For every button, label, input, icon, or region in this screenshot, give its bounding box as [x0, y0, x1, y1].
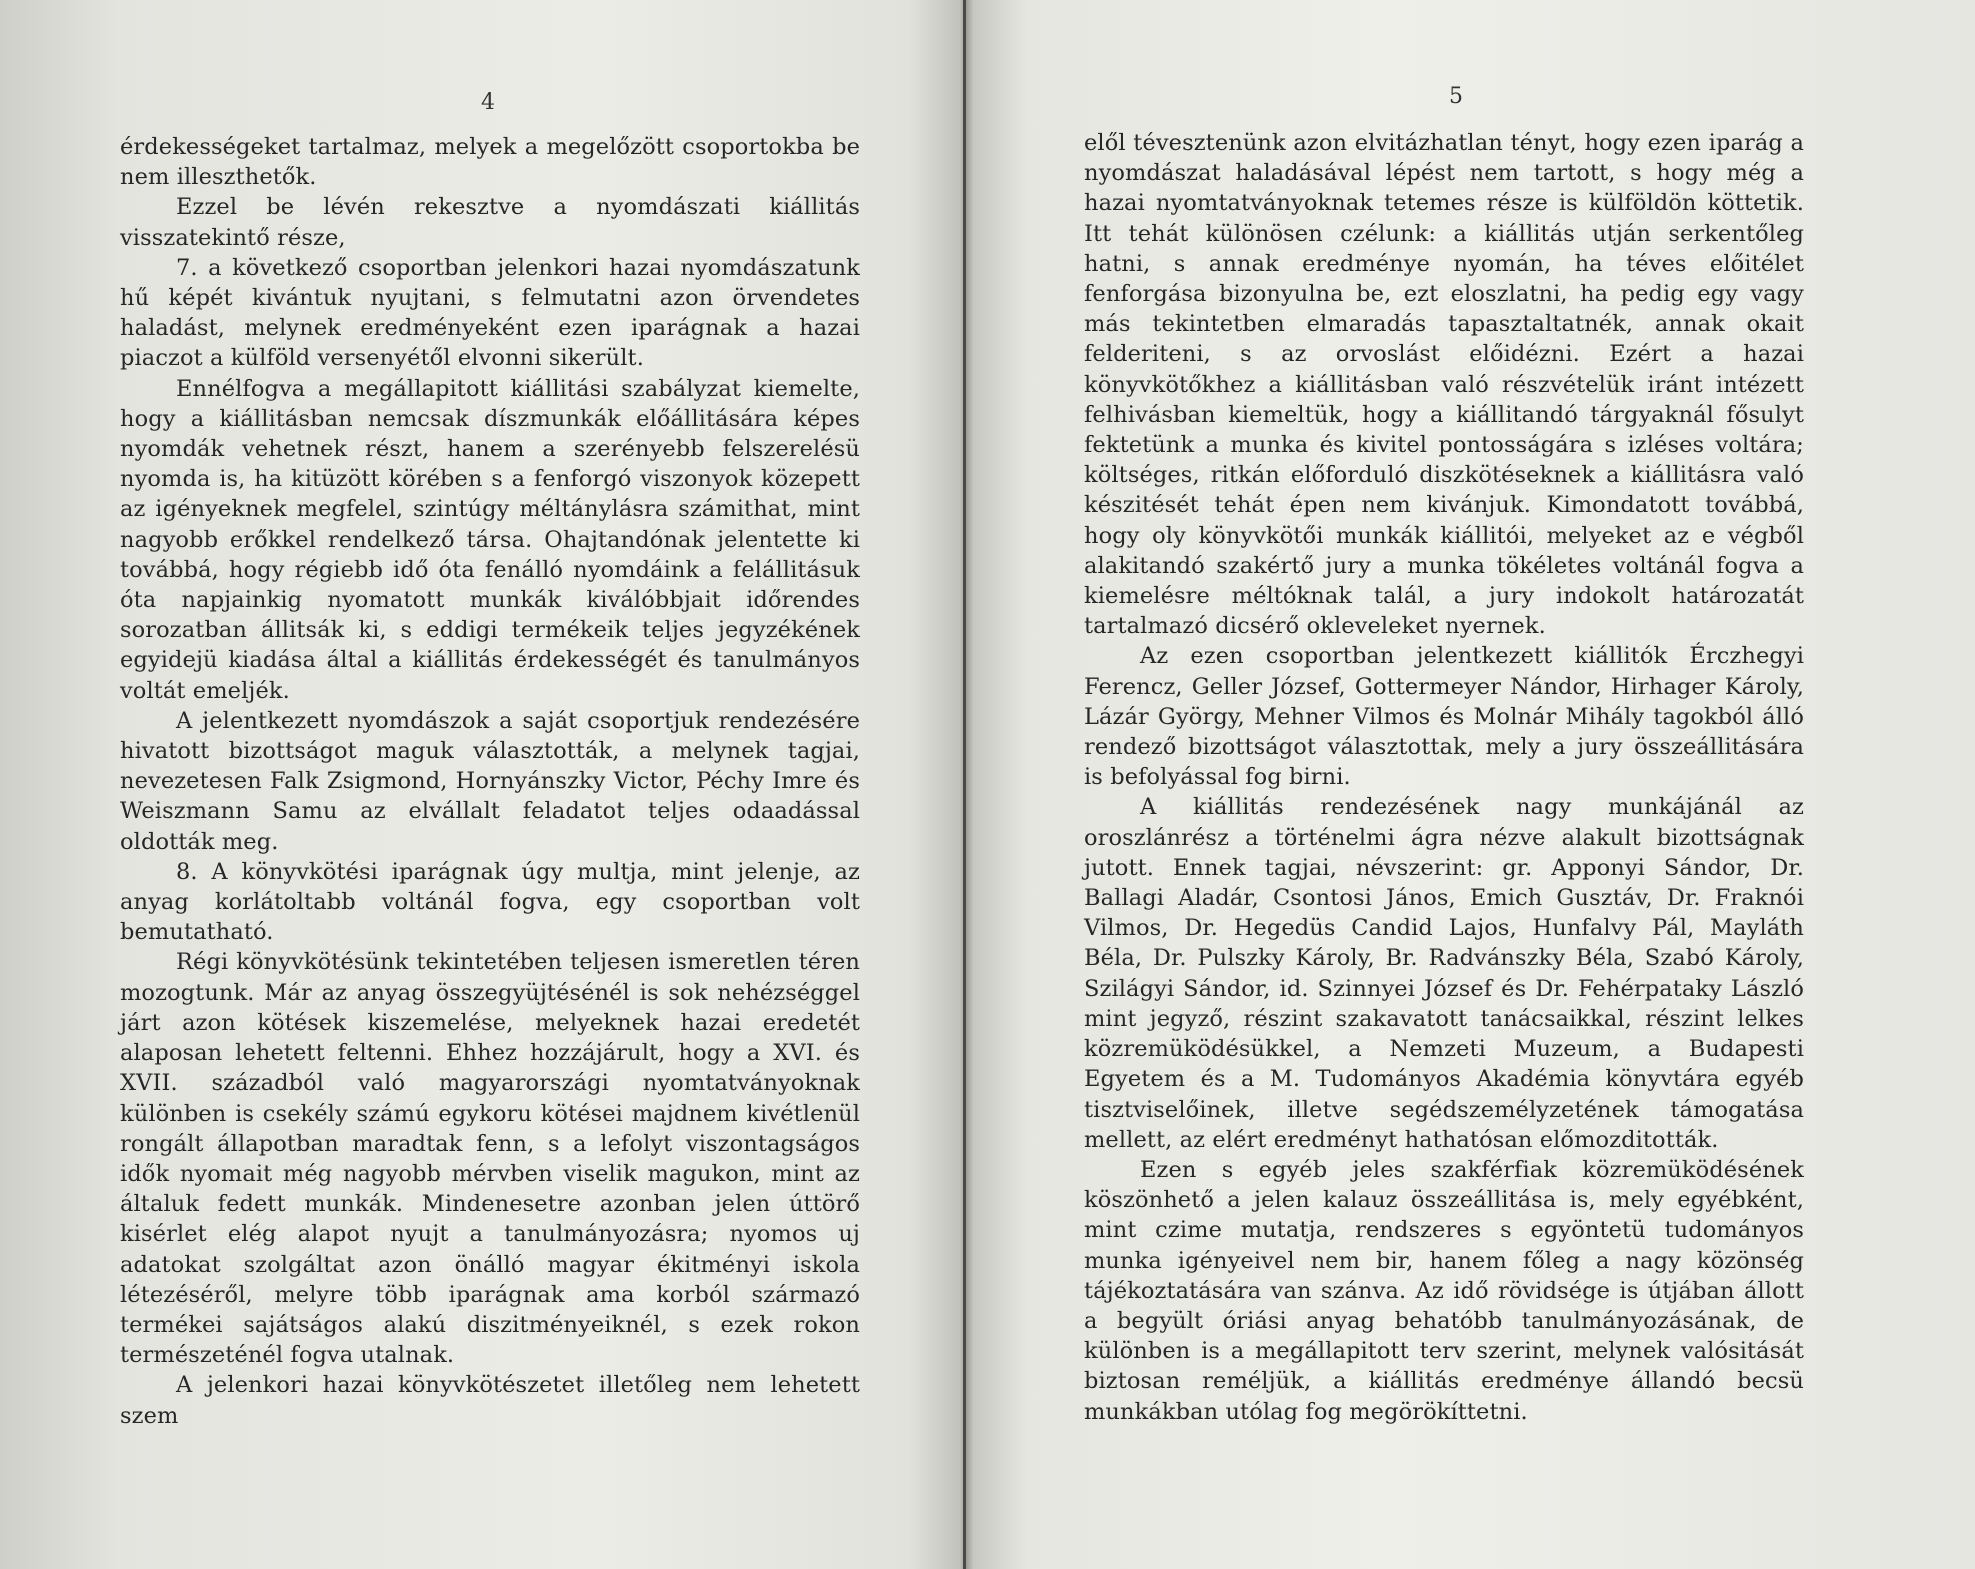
page-number: 5: [1449, 84, 1463, 109]
paragraph: Az ezen csoportban jelentkezett kiállitók Érczhegyi Ferencz, Geller József, Gottermeyer Nándor, Hirhager Károly, Lázár György, Mehner Vilmos és Molnár Mihály tagokból álló rendező bizottságot választottak, mely a jury összeállitására is befolyással fog birni.: [1084, 643, 1804, 791]
left-page-text: [120, 132, 860, 1431]
paragraph: A jelentkezett nyomdászok a saját csoportjuk rendezésére hivatott bizottságot maguk választották, a melynek tagjai, nevezetesen Falk Zsigmond, Hornyánszky Victor, Péchy Imre és Weiszmann Samu az elvállalt feladatot teljes odaadással oldották meg.: [120, 707, 860, 855]
paragraph: érdekességeket tartalmaz, melyek a megelőzött csoportokba be nem illeszthetők.: [120, 134, 860, 191]
paragraph: elől tévesztenünk azon elvitázhatlan tényt, hogy ezen iparág a nyomdászat haladásával lépést nem tartott, s hogy még a hazai nyomtatványoknak tetemes része is külföldön köttetik. Itt tehát különösen czélunk: a kiállitás utján serkentőleg hatni, s annak eredménye nyomán, ha téves előitélet fenforgása bizonyulna be, ezt eloszlatni, ha pedig egy vagy más tekintetben elmaradás tapasztaltatnék, annak okait felderiteni, s az orvoslást előidézni. Ezért a hazai könyvkötőkhez a kiállitásban való részvételük iránt intézett felhivásban kiemeltük, hogy a kiállitandó tárgyaknál fősulyt fektetünk a munka és kivitel pontosságára s izléses voltára; költséges, ritkán előforduló diszkötéseknek a kiállitásra való készitését tehát épen nem kivánjuk. Kimondatott továbbá, hogy oly könyvkötői munkák kiállitói, melyeket az e végből alakitandó szakértő jury a munka tökéletes voltánál fogva a kiemelésre méltóknak talál, a jury indokolt határozatát tartalmazó dicsérő okleveleket nyernek.: [1084, 130, 1804, 640]
right-page: [968, 0, 1975, 1569]
paragraph: 7. a következő csoportban jelenkori hazai nyomdászatunk hű képét kivántuk nyujtani, s felmutatni azon örvendetes haladást, melynek eredményeként ezen iparágnak a hazai piaczot a külföld versenyétől elvonni sikerült.: [120, 254, 860, 372]
left-page: [0, 0, 960, 1569]
paragraph: Régi könyvkötésünk tekintetében teljesen ismeretlen téren mozogtunk. Már az anyag összegyüjtésénél is sok nehézséggel járt azon kötések kiszemelése, melyeknek hazai eredetét alaposan lehetett feltenni. Ehhez hozzájárult, hogy a XVI. és XVII. századból való magyarországi nyomtatványoknak különben is csekély számú egykoru kötései majdnem kivétlenül rongált állapotban maradtak fenn, s a lefolyt viszontagságos idők nyomait még nagyobb mérvben viselik magukon, mint az általuk fedett munkák. Mindenesetre azonban jelen úttörő kisérlet elég alapot nyujt a tanulmányozásra; nyomos uj adatokat szolgáltat azon önálló magyar ékitményi iskola létezéséről, melyre több iparágnak ama korból származó termékei sajátságos alakú diszitményeiknél, s ezek rokon természeténél fogva utalnak.: [120, 949, 860, 1369]
paragraph: Ennélfogva a megállapitott kiállitási szabályzat kiemelte, hogy a kiállitásban nemcsak díszmunkák előállitására képes nyomdák vehetnek részt, hanem a szerényebb felszerelésü nyomda is, ha kitüzött körében s a fenforgó viszonyok közepett az igényeknek megfelel, szintúgy méltánylásra számithat, mint nagyobb erőkkel rendelkező társa. Ohajtandónak jelentette ki továbbá, hogy régiebb idő óta fenálló nyomdáink a felállitásuk óta napjainkig nyomatott munkák kiválóbbjait időrendes sorozatban állitsák ki, s eddigi termékeik teljes jegyzékének egyidejü kiadása által a kiállitás érdekességét és tanulmányos voltát emeljék.: [120, 375, 860, 704]
paragraph: Ezzel be lévén rekesztve a nyomdászati kiállitás visszatekintő része,: [120, 194, 860, 251]
paragraph: A jelenkori hazai könyvkötészetet illetőleg nem lehetett szem: [120, 1372, 860, 1429]
right-page-text: [1084, 128, 1804, 1427]
paragraph: 8. A könyvkötési iparágnak úgy multja, mint jelenje, az anyag korlátoltabb voltánál fogva, egy csoportban volt bemutatható.: [120, 858, 860, 946]
book-gutter: [963, 0, 966, 1569]
paragraph: Ezen s egyéb jeles szakférfiak közremüködésének köszönhető a jelen kalauz összeállitása is, mely egyébként, mint czime mutatja, rendszeres s egyöntetü tudományos munka igényeivel nem bir, hanem főleg a nagy közönség tájékoztatására van szánva. Az idő rövidsége is útjában állott a begyült óriási anyag behatóbb tanulmányozásának, de különben is a megállapitott terv szerint, melynek valósitását biztosan reméljük, a kiállitás eredménye állandó becsü munkákban utólag fog megörökíttetni.: [1084, 1156, 1804, 1425]
page-number: 4: [481, 90, 495, 115]
paragraph: A kiállitás rendezésének nagy munkájánál az oroszlánrész a történelmi ágra nézve alakult bizottságnak jutott. Ennek tagjai, névszerint: gr. Apponyi Sándor, Dr. Ballagi Aladár, Csontosi János, Emich Gusztáv, Dr. Fraknói Vilmos, Dr. Hegedüs Candid Lajos, Hunfalvy Pál, Mayláth Béla, Dr. Pulszky Károly, Br. Radvánszky Béla, Szabó Károly, Szilágyi Sándor, id. Szinnyei József és Dr. Fehérpataky László mint jegyző, részint szakavatott tanácsaikkal, részint lelkes közremüködésükkel, a Nemzeti Muzeum, a Budapesti Egyetem és a M. Tudományos Akadémia könyvtára egyéb tisztviselőinek, illetve segédszemélyzetének támogatása mellett, az elért eredményt hathatósan előmozditották.: [1084, 794, 1804, 1153]
